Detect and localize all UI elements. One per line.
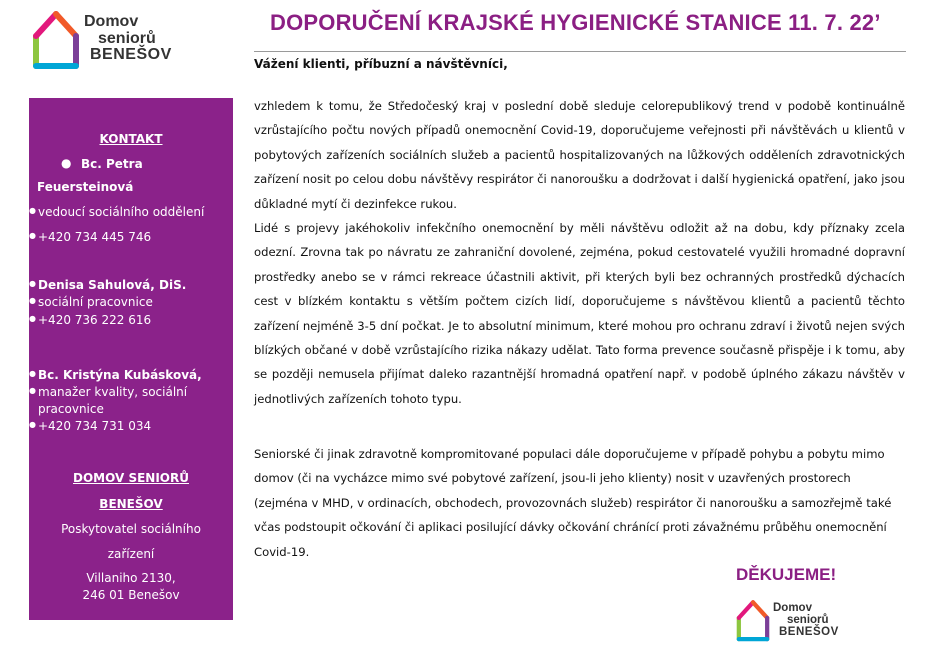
contact-3-name: Bc. Kristýna Kubásková, xyxy=(38,368,202,382)
contact-1-name-line2: Feuersteinová xyxy=(37,180,134,194)
contact-heading: KONTAKT xyxy=(99,132,163,146)
address-line1: Villaniho 2130, xyxy=(86,571,176,585)
contact-2-phone: +420 736 222 616 xyxy=(38,313,152,327)
contact-3-role-line1: manažer kvality, sociální xyxy=(38,385,188,399)
logo-text-bottom xyxy=(773,602,839,638)
bullet-icon: ● xyxy=(29,206,36,215)
logo-bottom xyxy=(736,598,839,642)
logo-line3: BENEŠOV xyxy=(90,46,172,64)
logo-line1: Domov xyxy=(84,12,139,30)
contact-2-name: Denisa Sahulová, DiS. xyxy=(38,278,187,292)
bullet-icon: ● xyxy=(29,386,36,395)
title-divider xyxy=(254,51,906,52)
salutation: Vážení klienti, příbuzní a návštěvníci, xyxy=(254,57,508,71)
logo-line1: Domov xyxy=(773,601,812,614)
contact-1-phone: +420 734 445 746 xyxy=(38,230,152,244)
logo-line3: BENEŠOV xyxy=(779,626,839,639)
logo-line2: seniorů xyxy=(787,613,829,626)
contact-1-name-line1: Bc. Petra xyxy=(81,157,143,171)
contact-sidebar xyxy=(29,98,233,620)
logo-text xyxy=(84,14,172,64)
org-name-line2: BENEŠOV xyxy=(99,497,163,511)
org-desc-line2: zařízení xyxy=(107,547,155,561)
contact-1-role: vedoucí sociálního oddělení xyxy=(38,205,205,219)
org-name-line1: DOMOV SENIORŮ xyxy=(73,471,189,485)
thanks-heading: DĚKUJEME! xyxy=(736,565,837,584)
org-desc-line1: Poskytovatel sociálního xyxy=(61,522,201,536)
contact-3-role-line2: pracovnice xyxy=(38,402,104,416)
logo-line2: seniorů xyxy=(98,29,156,47)
bullet-icon: ● xyxy=(61,156,72,170)
paragraph-2: Lidé s projevy jakéhokoliv infekčního onemocnění by měli návštěvu odložit až na dobu, kdy příznaky zcela odezní. Zrovna tak po návratu ze zahraniční dovolené, zejména, pokud cestovatelé využili hromadné dopravní prostředky anebo se v rámci rekreace účastnili aktivit, při kterých byli bez ochranných prostředků dýchacích cest v blízkém kontaktu s větším počtem cizích lidí, doporučujeme s návštěvou klientů a pacientů těchto zařízení nejméně 3-5 dní počkat. Je to absolutní minimum, které mohou pro ochranu zdraví i životů nejen svých blízkých občané v době vzrůstajícího rizika nákazy udělat. Tato forma prevence současně přispěje i k tomu, aby se později nemusela přijímat daleko razantnější hromadná opatření např. v podobě úplného zákazu návštěv v jednotlivých zařízeních tohoto typu. xyxy=(254,221,905,406)
contact-2-role: sociální pracovnice xyxy=(38,295,153,309)
bullet-icon: ● xyxy=(29,314,36,323)
bullet-icon: ● xyxy=(29,420,36,429)
bullet-icon: ● xyxy=(29,296,36,305)
paragraph-3: Seniorské či jinak zdravotně kompromitované populaci dále doporučujeme v případě pohybu a pobytu mimo domov (či na vycházce mimo své pobytové zařízení, jsou-li jeho klienty) nosit v uzavřených prostorech (zejména v MHD, v ordinacích, obchodech, provozovnách služeb) respirátor či nanoroušku a samozřejmě také včas podstoupit očkování či aplikaci posilující dávky očkování chránící proti závažnému průběhu onemocnění Covid-19. xyxy=(254,447,892,559)
paragraph-1: vzhledem k tomu, že Středočeský kraj v poslední době sleduje celorepublikový trend v podobě kontinuálně vzrůstajícího počtu nových případů onemocnění Covid-19, doporučujeme veřejnosti při návštěvách u klientů v pobytových zařízeních sociálních služeb a pacientů hospitalizovaných na lůžkových odděleních zdravotnických zařízení nosit po celou dobu návštěvy respirátor či nanoroušku a dodržovat i další hygienická opatření, jako jsou důkladné mytí či dezinfekce rukou. xyxy=(254,99,905,211)
page-title: DOPORUČENÍ KRAJSKÉ HYGIENICKÉ STANICE 11. 7. 22’ xyxy=(270,10,881,35)
bullet-icon: ● xyxy=(29,369,36,378)
house-logo-icon xyxy=(32,8,80,70)
bullet-icon: ● xyxy=(29,231,36,240)
contact-3-phone: +420 734 731 034 xyxy=(38,419,152,433)
bullet-icon: ● xyxy=(29,279,36,288)
house-logo-icon xyxy=(736,598,770,642)
address-line2: 246 01 Benešov xyxy=(82,588,180,602)
logo-top xyxy=(32,8,172,70)
